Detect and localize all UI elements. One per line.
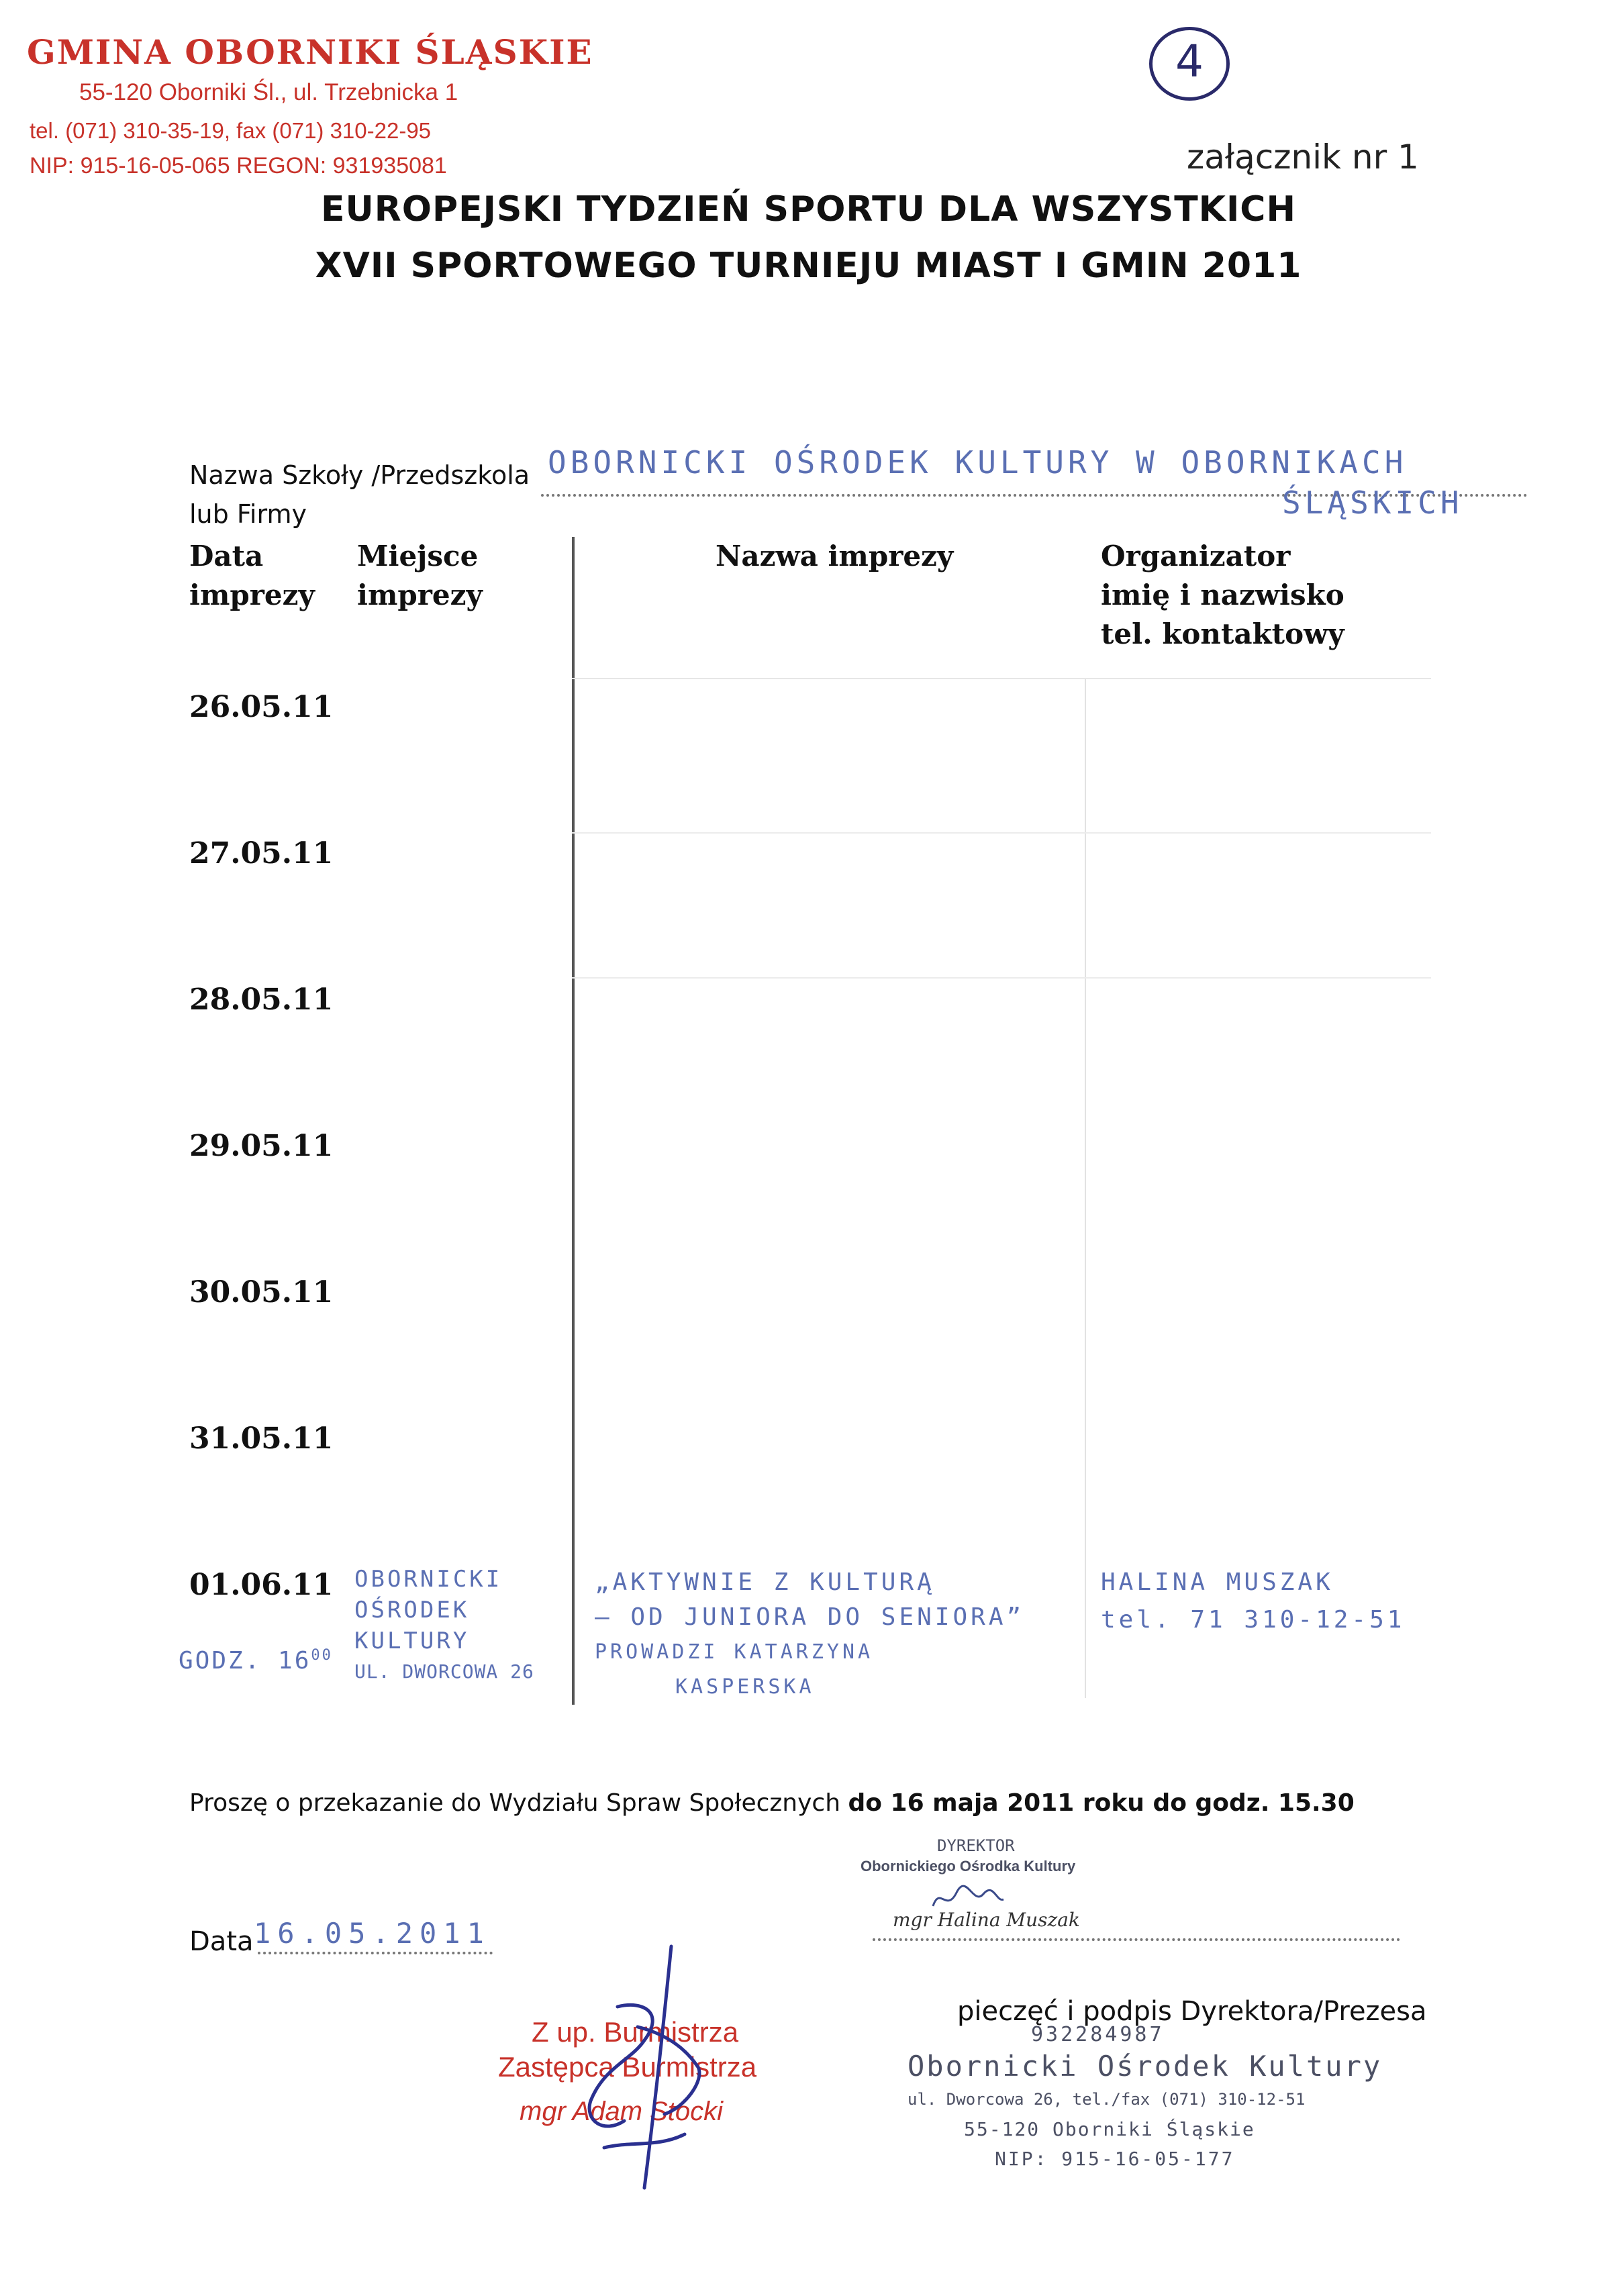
header-place [357,537,483,615]
date-row-7: 01.06.11 [189,1568,334,1602]
entry-place-line-1: OBORNICKI [354,1566,503,1593]
submission-note-text: Proszę o przekazanie do Wydziału Spraw Społecznych [189,1789,848,1817]
entry-event-line-2: – OD JUNIORA DO SENIORA” [595,1603,1025,1631]
deputy-signature-icon [564,1933,765,2215]
title-line-2: XVII SPORTOWEGO TURNIEJU MIAST I GMIN 2011 [315,246,1302,286]
institution-name: Obornicki Ośrodek Kultury [908,2050,1383,2083]
municipality-address: 55-120 Oborniki Śl., ul. Trzebnicka 1 [79,79,458,105]
entry-event [595,1565,1024,1705]
table-column-divider-faint [1085,678,1086,1698]
entry-time-value: GODZ. 16 [179,1647,311,1675]
entry-organizer [1101,1564,1405,1639]
director-stamp-name: mgr Halina Muszak [893,1909,1080,1931]
header-event: Nazwa imprezy [716,540,954,572]
director-signature-icon [926,1879,1007,1919]
entry-organizer-name: HALINA MUSZAK [1101,1568,1334,1596]
table-row-line [572,977,1431,979]
deputy-stamp-line-3: mgr Adam Stocki [520,2097,724,2126]
school-label-2: lub Firmy [189,499,307,529]
school-handwritten-value: OBORNICKI OŚRODEK KULTURY W OBORNIKACH [548,444,1408,481]
institution-nip: NIP: 915-16-05-177 [995,2148,1235,2170]
date-row-1: 26.05.11 [189,690,334,724]
submission-deadline: do 16 maja 2011 roku do godz. 15.30 [848,1789,1355,1817]
entry-time [179,1647,333,1675]
municipality-name: GMINA OBORNIKI ŚLĄSKIE [27,32,593,72]
header-place-line-1: Miejsce [357,540,479,572]
entry-organizer-phone: tel. 71 310-12-51 [1101,1606,1406,1634]
header-place-line-2: imprezy [357,579,483,611]
entry-event-line-1: „AKTYWNIE Z KULTURĄ [595,1568,935,1596]
header-organizer-line-3: tel. kontaktowy [1101,617,1344,650]
signature-caption: pieczęć i podpis Dyrektora/Prezesa [957,1996,1427,2027]
table-row-line [572,832,1431,834]
deputy-stamp-line-1: Z up. Burmistrza [532,2016,739,2048]
institution-address: ul. Dworcowa 26, tel./fax (071) 310-12-51 [908,2090,1306,2109]
submission-note [189,1789,1355,1817]
entry-place-line-3: KULTURY [354,1628,470,1654]
title-line-1: EUROPEJSKI TYDZIEŃ SPORTU DLA WSZYSTKICH [321,189,1296,230]
institution-city: 55-120 Oborniki Śląskie [964,2118,1255,2140]
municipality-phone: tel. (071) 310-35-19, fax (071) 310-22-95 [30,118,432,143]
attachment-label: załącznik nr 1 [1187,138,1419,177]
entry-event-line-3: PROWADZI KATARZYNA [595,1640,874,1664]
header-organizer-line-1: Organizator [1101,540,1291,572]
school-label: Nazwa Szkoły /Przedszkola [189,460,530,490]
header-date-line-1: Data [189,540,264,572]
date-row-6: 31.05.11 [189,1421,334,1456]
header-date-line-2: imprezy [189,579,315,611]
page-number: 4 [1175,36,1204,87]
institution-regon: 932284987 [1031,2023,1165,2046]
entry-event-line-4: KASPERSKA [675,1675,815,1699]
date-label: Data [189,1926,254,1957]
header-date [189,537,315,615]
date-row-4: 29.05.11 [189,1129,334,1163]
signature-dotted-line [873,1933,1400,1941]
director-stamp-title: DYREKTOR [937,1836,1015,1855]
header-organizer [1101,537,1344,654]
table-row-line [572,678,1431,679]
director-stamp-org: Obornickiego Ośrodka Kultury [861,1858,1076,1875]
date-row-3: 28.05.11 [189,983,334,1017]
date-row-2: 27.05.11 [189,836,334,870]
entry-place-line-4: UL. DWORCOWA 26 [354,1660,534,1683]
date-handwritten-value: 16.05.2011 [254,1917,491,1950]
date-dotted-line [258,1949,493,1954]
deputy-stamp-line-2: Zastępca Burmistrza [498,2051,757,2083]
entry-place [354,1564,534,1687]
table-column-divider [572,537,575,1705]
school-handwritten-value-2: ŚLĄSKICH [1282,485,1463,521]
date-row-5: 30.05.11 [189,1275,334,1309]
municipality-ids: NIP: 915-16-05-065 REGON: 931935081 [30,153,447,179]
page-number-circle [1149,27,1230,101]
header-organizer-line-2: imię i nazwisko [1101,579,1344,611]
entry-place-line-2: OŚRODEK [354,1597,470,1624]
entry-time-minutes: 00 [311,1647,333,1664]
